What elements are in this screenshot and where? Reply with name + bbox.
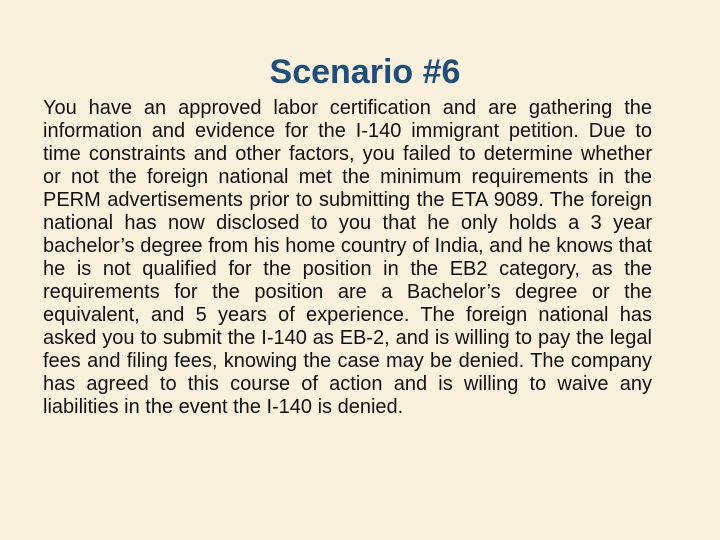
scenario-text: You have an approved labor certification and are gathering the information and evidence for the I-140 immigrant petition. Due to time constraints and other factors, you failed to determine whether or not the foreign national met the minimum requirements in the PERM advertisements prior to submitting the ETA 9089. The foreign national has now disclosed to you that he only holds a 3 year bachelor’s degree from his home country of India, and he knows that he is not qualified for the position in the EB2 category, as the requirements for the position are a Bachelor’s degree or the equivalent, and 5 years of experience. The foreign national has asked you to submit the I-140 as EB-2, and is willing to pay the legal fees and filing fees, knowing the case may be denied. The company has agreed to this course of action and is willing to waive any liabilities in the event the I-140 is denied. [43, 97, 652, 418]
slide-title: Scenario #6 [269, 53, 461, 91]
